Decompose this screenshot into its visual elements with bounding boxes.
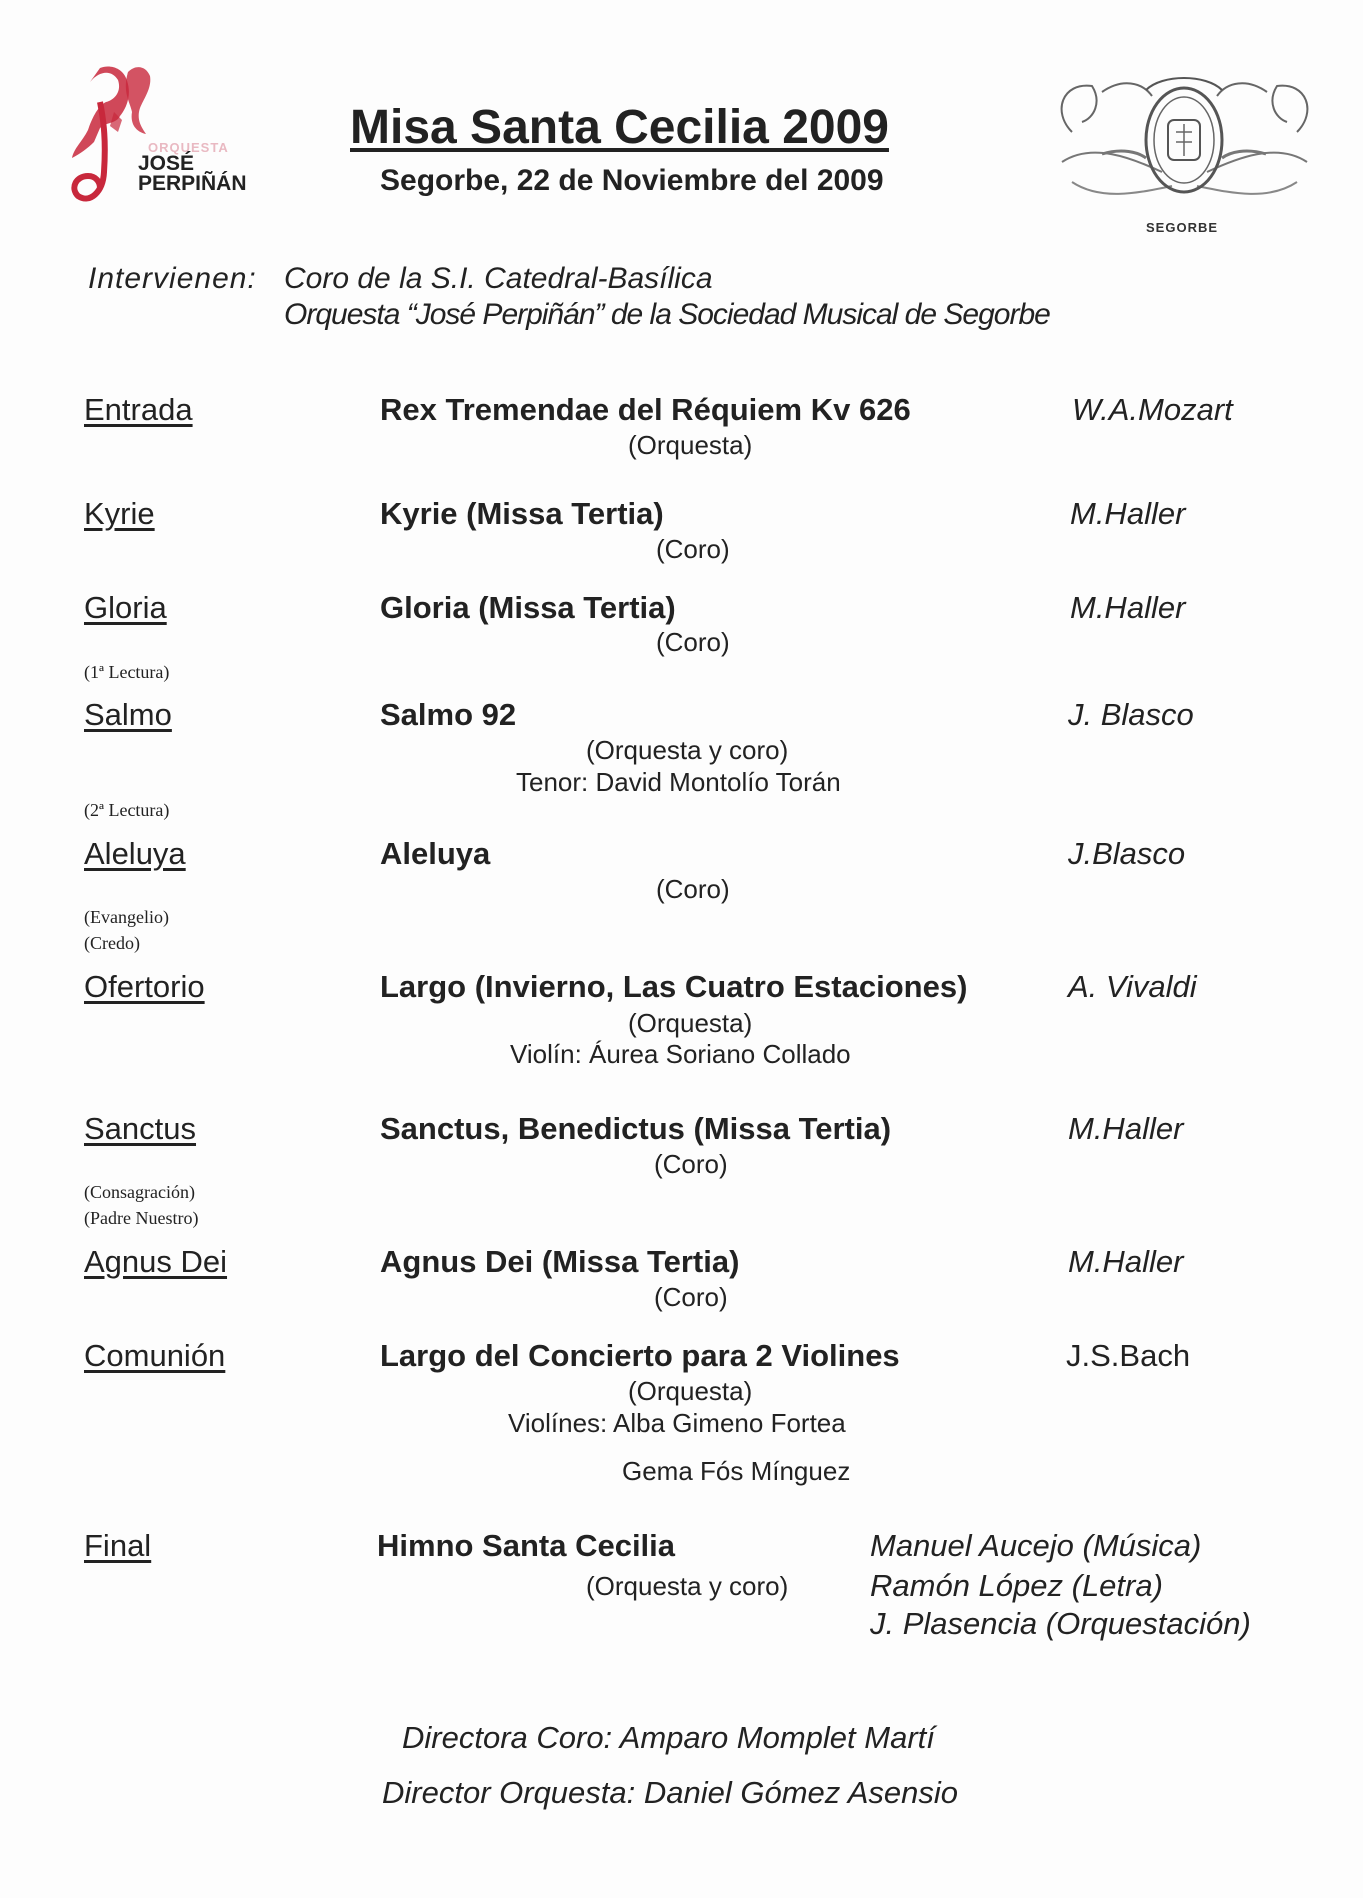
section-entrada: Entrada [84,392,193,427]
perf-ofertorio: (Orquesta) [628,1008,753,1038]
directora-coro: Directora Coro: Amparo Momplet Martí [402,1720,935,1755]
soloist-salmo: Tenor: David Montolío Torán [516,767,841,797]
perf-agnus-dei: (Coro) [654,1282,728,1312]
section-aleluya: Aleluya [84,836,186,871]
sociedad-musical-seal [1042,62,1327,240]
soloist-comunion-1: Violínes: Alba Gimeno Fortea [508,1408,846,1438]
section-comunion: Comunión [84,1338,226,1373]
perf-final: (Orquesta y coro) [586,1571,789,1601]
composer-sanctus: M.Haller [1068,1111,1184,1146]
perf-sanctus: (Coro) [654,1149,728,1179]
piece-comunion: Largo del Concierto para 2 Violines [380,1338,900,1373]
seal-emblem-icon [1042,62,1327,222]
soloist-comunion-2: Gema Fós Mínguez [622,1456,851,1486]
piece-ofertorio: Largo (Invierno, Las Cuatro Estaciones) [380,969,968,1004]
seal-caption: SEGORBE [1146,220,1219,235]
piece-final: Himno Santa Cecilia [377,1528,676,1563]
logo-caption-perpinan: PERPIÑÁN [138,172,247,195]
intervienen-coro: Coro de la S.I. Catedral-Basílica [284,262,713,295]
composer-kyrie: M.Haller [1070,496,1186,531]
perf-salmo: (Orquesta y coro) [586,735,789,765]
note-evangelio: (Evangelio) [84,907,169,927]
perf-aleluya: (Coro) [656,874,730,904]
logo-caption-orquesta: ORQUESTA [148,140,229,155]
section-agnus-dei: Agnus Dei [84,1244,228,1279]
composer-final-letra: Ramón López (Letra) [870,1568,1163,1603]
intervienen-label: Intervienen: [88,262,257,295]
composer-ofertorio: A. Vivaldi [1068,969,1197,1004]
perf-comunion: (Orquesta) [628,1376,753,1406]
note-padre-nuestro: (Padre Nuestro) [84,1208,199,1228]
note-lectura-2: (2ª Lectura) [84,800,170,820]
note-lectura-1: (1ª Lectura) [84,662,170,682]
piece-agnus-dei: Agnus Dei (Missa Tertia) [380,1244,740,1279]
composer-comunion: J.S.Bach [1066,1338,1191,1373]
composer-aleluya: J.Blasco [1068,836,1186,871]
composer-agnus-dei: M.Haller [1068,1244,1184,1279]
section-final: Final [84,1528,152,1563]
orquesta-logo [70,62,280,212]
section-sanctus: Sanctus [84,1111,197,1146]
section-salmo: Salmo [84,697,172,732]
composer-final-orquestacion: J. Plasencia (Orquestación) [870,1606,1251,1641]
soloist-ofertorio: Violín: Áurea Soriano Collado [510,1039,851,1069]
director-orquesta: Director Orquesta: Daniel Gómez Asensio [382,1775,959,1810]
piece-aleluya: Aleluya [380,836,491,871]
section-ofertorio: Ofertorio [84,969,205,1004]
composer-salmo: J. Blasco [1068,697,1194,732]
page-title: Misa Santa Cecilia 2009 [350,101,889,154]
piece-sanctus: Sanctus, Benedictus (Missa Tertia) [380,1111,892,1146]
piece-salmo: Salmo 92 [380,697,517,732]
section-kyrie: Kyrie [84,496,155,531]
composer-gloria: M.Haller [1070,590,1186,625]
composer-final-musica: Manuel Aucejo (Música) [870,1528,1202,1563]
perf-kyrie: (Coro) [656,534,730,564]
section-gloria: Gloria [84,590,167,625]
piece-kyrie: Kyrie (Missa Tertia) [380,496,664,531]
piece-entrada: Rex Tremendae del Réquiem Kv 626 [380,392,911,427]
piece-gloria: Gloria (Missa Tertia) [380,590,676,625]
composer-entrada: W.A.Mozart [1072,392,1233,427]
note-consagracion: (Consagración) [84,1182,195,1202]
logo-caption-jose: JOSÉ [138,152,195,175]
intervienen-orquesta: Orquesta “José Perpiñán” de la Sociedad Musical de Segorbe [284,298,1050,331]
perf-entrada: (Orquesta) [628,430,753,460]
page-subtitle: Segorbe, 22 de Noviembre del 2009 [380,164,884,197]
perf-gloria: (Coro) [656,627,730,657]
note-credo: (Credo) [84,933,140,953]
